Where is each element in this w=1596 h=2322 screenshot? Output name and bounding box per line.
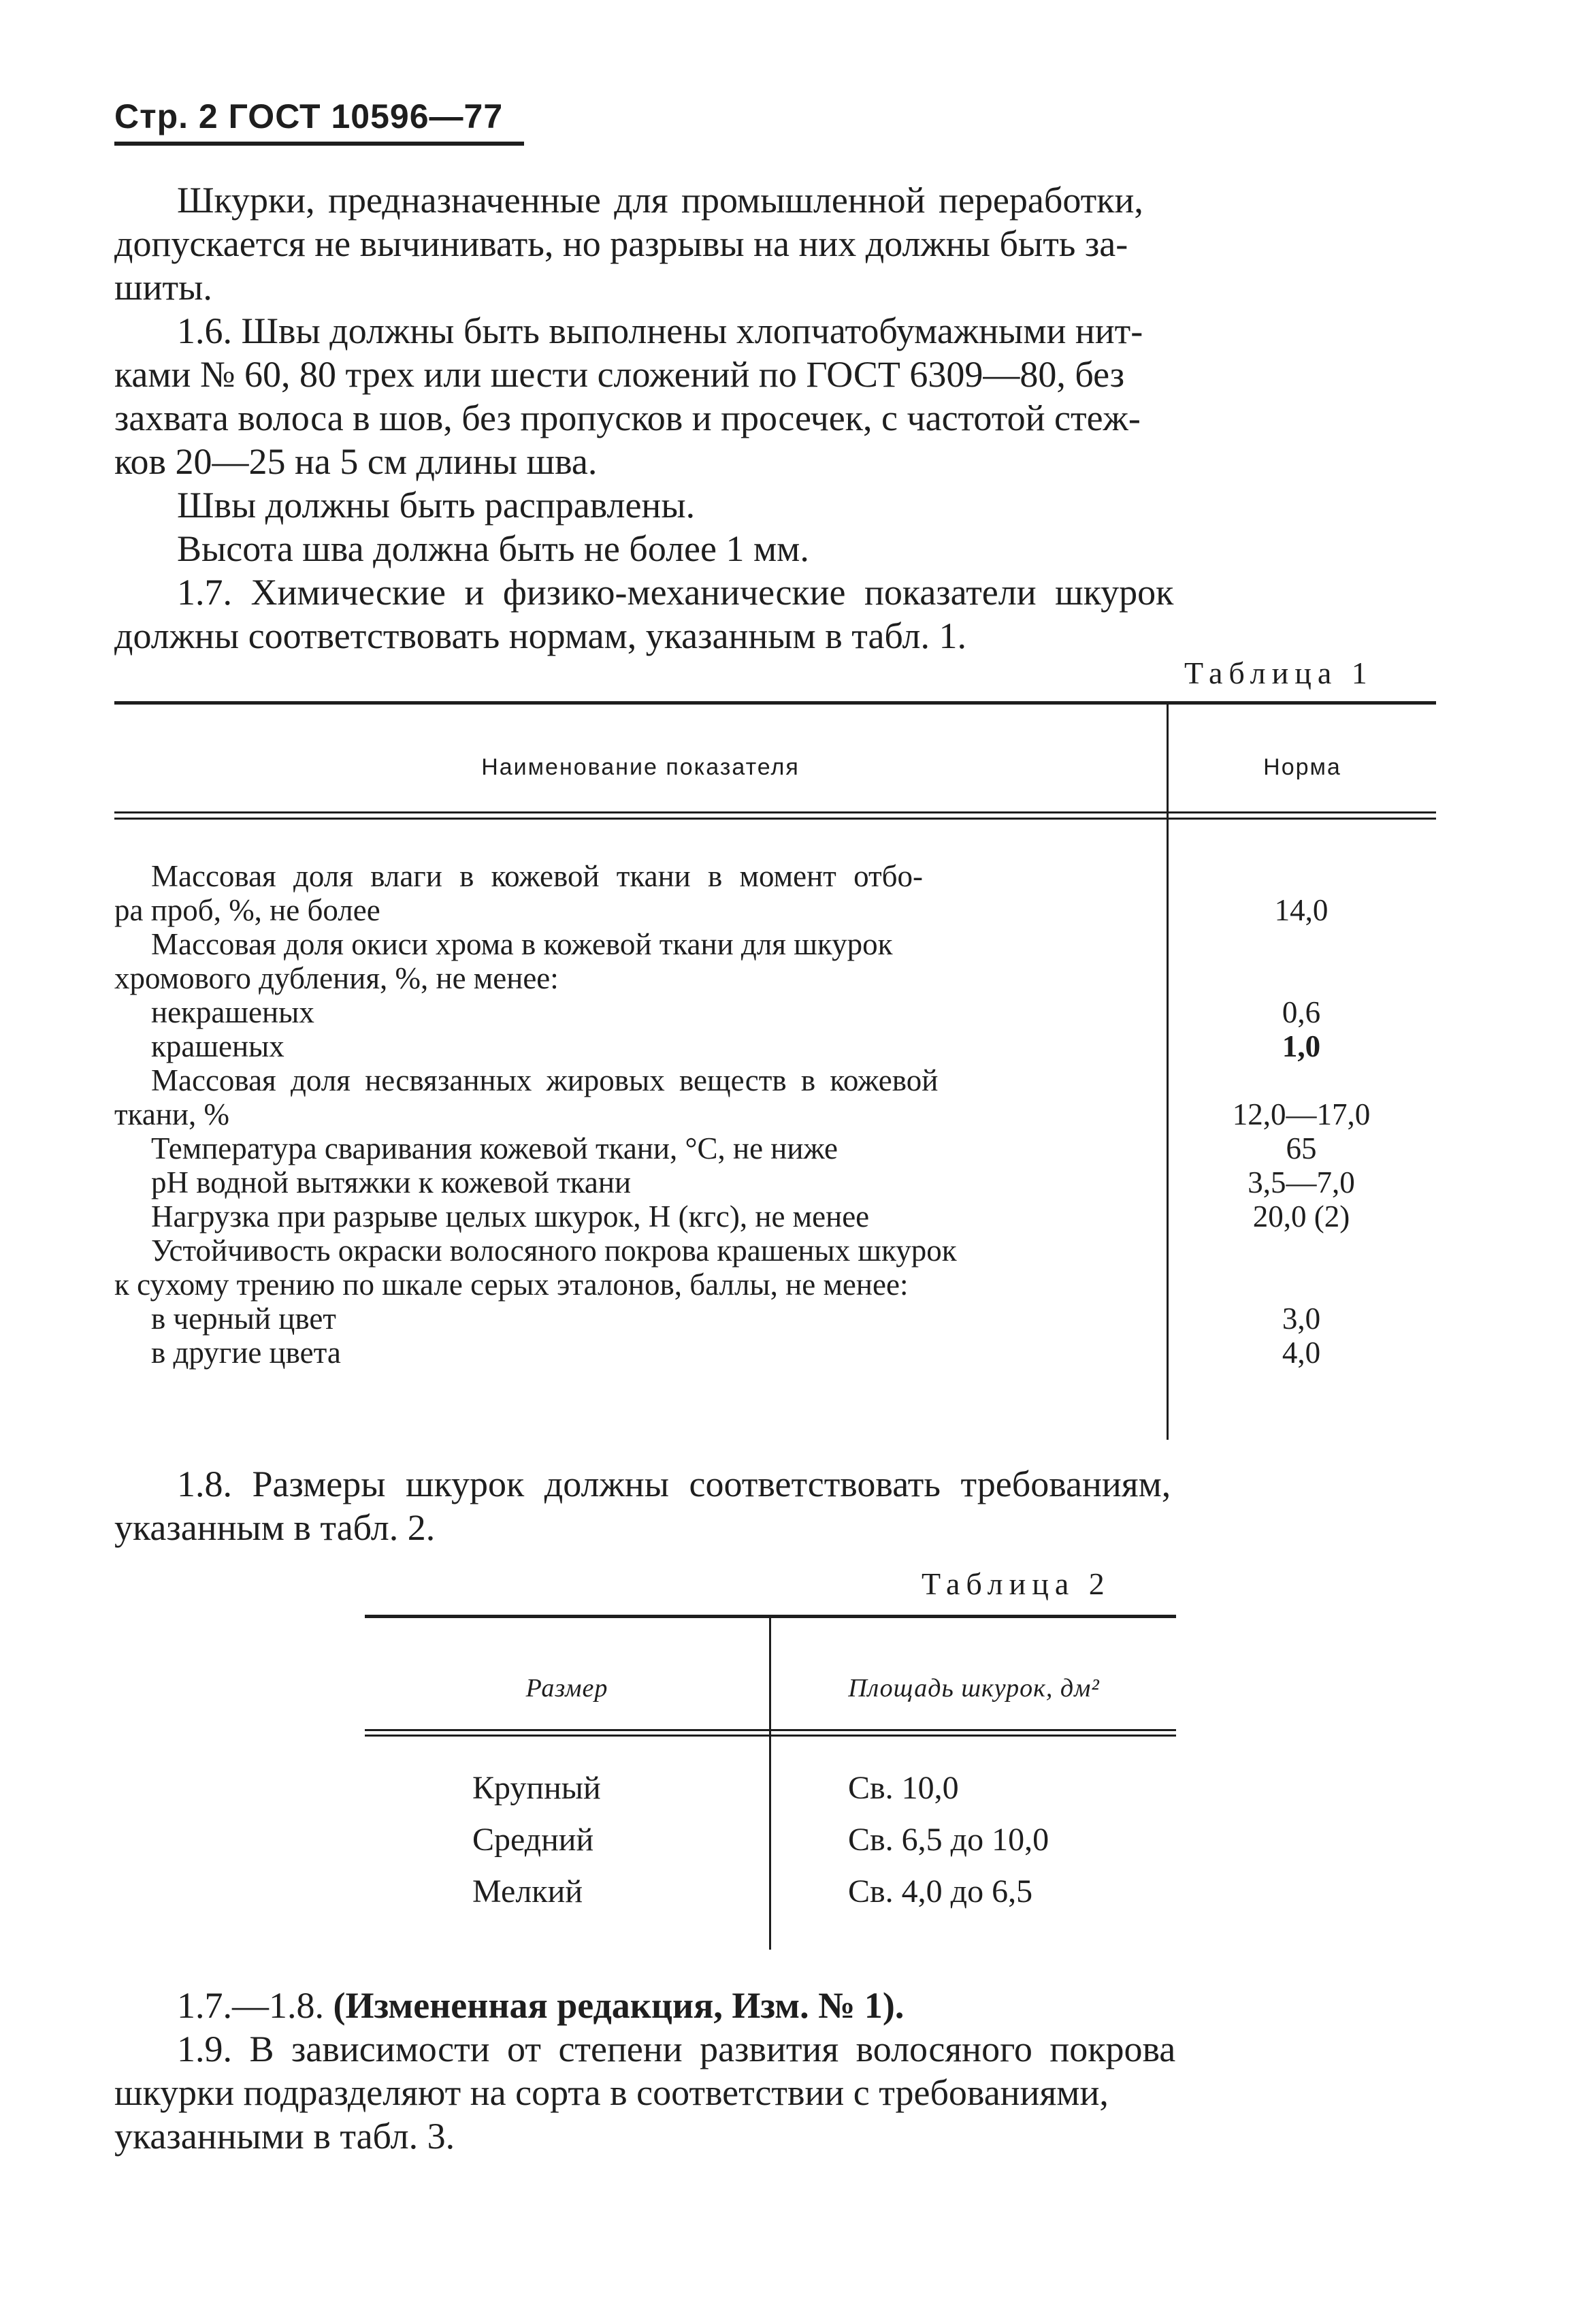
table1-row: некрашеных (151, 995, 314, 1029)
table2-area-cell: Св. 6,5 до 10,0 (848, 1822, 1049, 1858)
table1-value: 12,0—17,0 (1232, 1097, 1371, 1131)
paragraph-line: должны соответствовать нормам, указанным в табл. 1. (114, 615, 966, 656)
table2-header-size: Размер (525, 1674, 608, 1703)
table1-row: в другие цвета (151, 1336, 341, 1370)
paragraph-line: ков 20—25 на 5 см длины шва. (114, 441, 598, 482)
table1-value: 3,0 (1282, 1302, 1321, 1336)
table2-size-cell: Мелкий (472, 1873, 583, 1909)
amendment-bold: (Измененная редакция, Изм. № 1). (333, 1985, 905, 2026)
table1-header-rule (114, 811, 1436, 813)
table2-label: Таблица 2 (922, 1566, 1111, 1601)
paragraph-line: допускается не вычинивать, но разрывы на них должны быть за- (114, 223, 1128, 264)
paragraph-line: указанными в табл. 3. (114, 2116, 455, 2157)
page-header: Стр. 2 ГОСТ 10596—77 (114, 97, 504, 135)
table1-top-rule (114, 701, 1436, 705)
table1-row: Устойчивость окраски волосяного покрова крашеных шкурок (151, 1233, 957, 1268)
table1-row: Массовая доля влаги в кожевой ткани в момент отбо- (151, 859, 924, 893)
table1-row: к сухому трению по шкале серых эталонов, баллы, не менее: (114, 1268, 909, 1302)
table1-value: 20,0 (2) (1252, 1199, 1350, 1233)
table1-row: ткани, % (114, 1097, 229, 1131)
paragraph-line: 1.9. В зависимости от степени развития волосяного покрова (177, 2029, 1176, 2069)
table1-value: 3,5—7,0 (1248, 1165, 1355, 1199)
paragraph-line: захвата волоса в шов, без пропусков и просечек, с частотой стеж- (114, 398, 1141, 438)
table1-value: 14,0 (1274, 893, 1329, 927)
table1-header-norm: Норма (1263, 754, 1341, 780)
paragraph-line: 1.8. Размеры шкурок должны соответствовать требованиям, (177, 1464, 1171, 1504)
table2-area-cell: Св. 10,0 (848, 1770, 959, 1806)
table1-row: pH водной вытяжки к кожевой ткани (151, 1165, 632, 1199)
paragraph-line: 1.7. Химические и физико-механические показатели шкурок (177, 572, 1174, 613)
table1-header-rule (114, 818, 1436, 820)
table2-area-cell: Св. 4,0 до 6,5 (848, 1873, 1033, 1909)
table1-row: в черный цвет (151, 1302, 336, 1336)
amendment-prefix: 1.7.—1.8. (177, 1985, 333, 2026)
table1-header-name: Наименование показателя (481, 754, 800, 780)
table1-value: 65 (1286, 1131, 1317, 1165)
amendment-note (177, 1984, 1443, 2027)
table2-header-area: Площадь шкурок, дм² (848, 1674, 1100, 1703)
table1-value: 4,0 (1282, 1336, 1321, 1370)
paragraph-line: шкурки подразделяют на сорта в соответствии с требованиями, (114, 2072, 1109, 2113)
paragraph-line: ками № 60, 80 трех или шести сложений по ГОСТ 6309—80, без (114, 354, 1125, 395)
paragraph-line: шиты. (114, 267, 212, 308)
table1-value: 1,0 (1282, 1029, 1321, 1063)
paragraph-line: указанным в табл. 2. (114, 1507, 436, 1548)
table2-size-cell: Крупный (472, 1770, 601, 1806)
table1-row: Температура сваривания кожевой ткани, °С, не ниже (151, 1131, 838, 1165)
paragraph-line: Швы должны быть расправлены. (177, 485, 696, 526)
paragraph-line: 1.6. Швы должны быть выполнены хлопчатобумажными нит- (177, 310, 1143, 351)
table1-row: Массовая доля окиси хрома в кожевой ткани для шкурок (151, 927, 893, 961)
table1-value: 0,6 (1282, 995, 1321, 1029)
table2-header-rule (365, 1735, 1176, 1737)
table1-label: Таблица 1 (1184, 656, 1373, 690)
table1-row: Массовая доля несвязанных жировых веществ в кожевой (151, 1063, 939, 1097)
table1-row: крашеных (151, 1029, 284, 1063)
paragraph-line: Шкурки, предназначенные для промышленной переработки, (177, 180, 1143, 221)
paragraph-line: Высота шва должна быть не более 1 мм. (177, 528, 809, 569)
table2-column-divider (769, 1616, 771, 1950)
table2-size-cell: Средний (472, 1822, 594, 1858)
table1-row: хромового дубления, %, не менее: (114, 961, 559, 995)
table1-row: Нагрузка при разрыве целых шкурок, Н (кгс), не менее (151, 1199, 870, 1233)
header-rule (114, 142, 524, 146)
table2-header-rule (365, 1729, 1176, 1731)
table1-row: ра проб, %, не более (114, 893, 380, 927)
